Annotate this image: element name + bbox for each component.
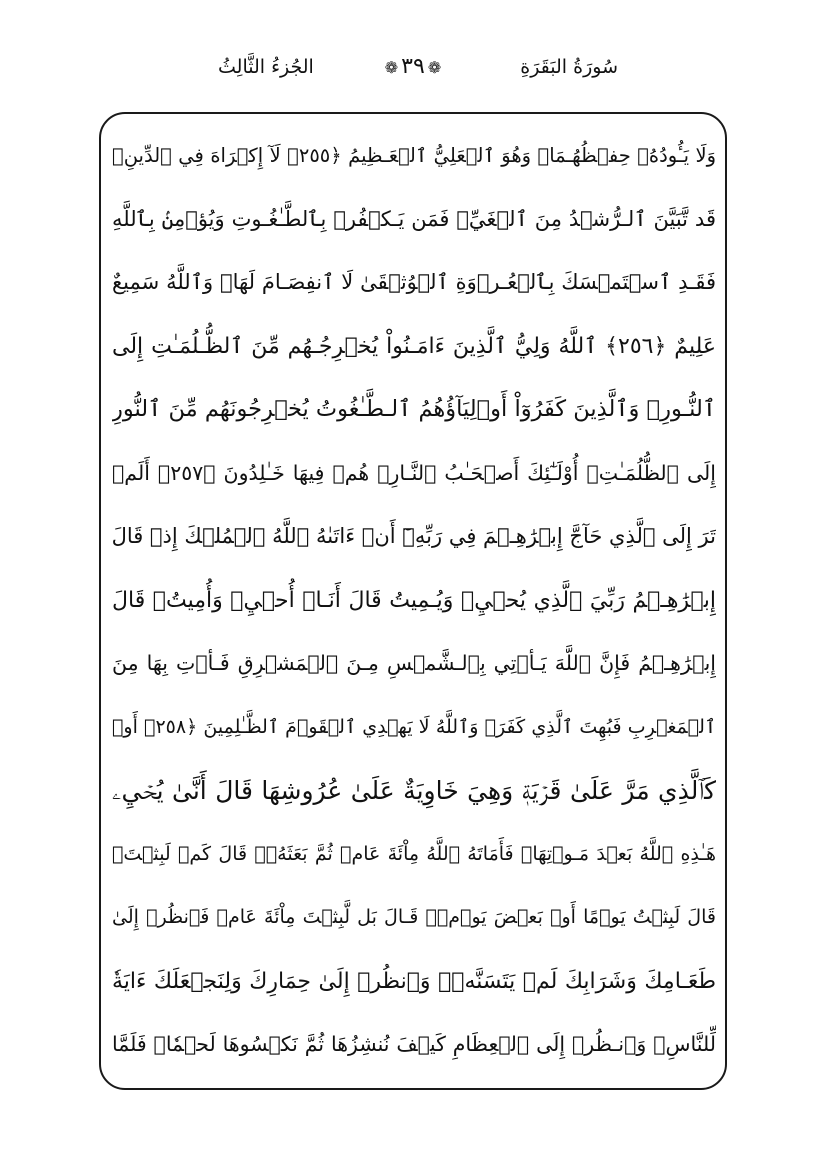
juz-name: الجُزءُ الثَّالِثُ (218, 56, 314, 78)
text-line-3: فَقَـدِ ٱسۡتَمۡسَكَ بِٱلۡعُـرۡوَةِ ٱلۡوُثۡقَىٰ لَا ٱنفِصَـامَ لَهَاۗ وَٱللَّهُ سَمِيعٌ (112, 270, 716, 294)
text-line-1: وَلَا يَـُٔودُهُۥ حِفۡظُهُـمَاۚ وَهُوَ ٱلۡعَلِيُّ ٱلۡعَـظِيمُ ﴿٢٥٥﴾ لَآ إِكۡرَاهَ فِي ٱلدِّينِۖ (112, 144, 716, 167)
page-number: ٣٩ (401, 54, 425, 79)
text-line-7: تَرَ إِلَى ٱلَّذِي حَآجَّ إِبۡرَٰهِـۧمَ فِي رَبِّهِۦٓ أَنۡ ءَاتَىٰهُ ٱللَّهُ ٱلۡمُلۡكَ إِذۡ قَالَ (112, 524, 716, 548)
text-line-15: لِّلنَّاسِۖ وَٱنـظُرۡ إِلَى ٱلۡعِظَامِ كَيۡفَ نُنشِزُهَا ثُمَّ نَكۡسُوهَا لَحۡمٗاۚ فَلَمَّا (112, 1032, 716, 1056)
text-line-8: إِبۡرَٰهِـۧمُ رَبِّيَ ٱلَّذِي يُحۡيِۦ وَيُـمِيتُ قَالَ أَنَـا۠ أُحۡيِۦ وَأُمِيتُۖ قَالَ (112, 587, 716, 613)
text-line-10: ٱلۡمَغۡرِبِ فَبُهِتَ ٱلَّذِي كَفَرَۗ وَٱللَّهُ لَا يَهۡدِي ٱلۡقَوۡمَ ٱلظَّـٰلِمِينَ ﴿٢٥٨﴾ أَوۡ (112, 715, 716, 738)
text-line-12: هَـٰذِهِ ٱللَّهُ بَعۡدَ مَـوۡتِهَاۖ فَأَمَاتَهُ ٱللَّهُ مِاْئَةَ عَامٖ ثُمَّ بَعَثَهُۥۖ قَالَ كَمۡ لَبِثۡتَۖ (112, 842, 716, 865)
text-line-6: إِلَى ٱلظُّلُمَـٰتِۗ أُوْلَـٰٓئِكَ أَصۡحَـٰبُ ٱلنَّـارِۖ هُمۡ فِيهَا خَـٰلِدُونَ ﴿٢٥٧﴾ أَلَمۡ (112, 460, 716, 485)
text-line-4: عَلِيمٌ ﴿٢٥٦﴾ ٱللَّهُ وَلِيُّ ٱلَّذِينَ ءَامَـنُواْ يُخۡرِجُـهُم مِّنَ ٱلظُّـلُمَـٰتِ إِلَى (112, 333, 716, 359)
text-line-5: ٱلنُّـورِۖ وَٱلَّذِينَ كَفَرُوٓاْ أَوۡلِيَآؤُهُمُ ٱلـطَّـٰغُوتُ يُخۡرِجُونَهُم مِّنَ ٱلنُّورِ (112, 396, 716, 422)
page-number-block (0, 54, 826, 79)
text-line-11: كَٱلَّذِي مَرَّ عَلَىٰ قَرۡيَةٖ وَهِيَ خَاوِيَةٌ عَلَىٰ عُرُوشِهَا قَالَ أَنَّىٰ يُحۡيِۦ (112, 776, 716, 805)
text-line-2: قَد تَّبَيَّنَ ٱلـرُّشۡدُ مِنَ ٱلۡغَيِّۚ فَمَن يَـكۡفُرۡ بِٱلطَّـٰغُـوتِ وَيُؤۡمِنۢ بِٱللَّهِ (112, 206, 716, 231)
text-line-9: إِبۡرَٰهِـۧمُ فَإِنَّ ٱللَّهَ يَـأۡتِي بِٱلـشَّمۡسِ مِـنَ ٱلۡمَشۡرِقِ فَـأۡتِ بِهَا مِنَ (112, 651, 716, 675)
page-ornament-right-icon: ❁ (427, 58, 442, 77)
text-line-13: قَالَ لَبِثۡتُ يَوۡمًا أَوۡ بَعۡضَ يَوۡمٖۖ قَـالَ بَل لَّبِثۡتَ مِاْئَةَ عَامٖ فَٱنظُرۡ إِلَىٰ (112, 906, 716, 928)
page-ornament-left-icon: ❁ (384, 58, 399, 77)
surah-name: سُورَةُ البَقَرَةِ (520, 56, 618, 78)
text-line-14: طَعَـامِكَ وَشَرَابِكَ لَمۡ يَتَسَنَّهۡۖ وَٱنظُرۡ إِلَىٰ حِمَارِكَ وَلِنَجۡعَلَكَ ءَايَةٗ (112, 968, 716, 994)
quran-text (112, 124, 716, 1077)
page-header (0, 48, 826, 96)
